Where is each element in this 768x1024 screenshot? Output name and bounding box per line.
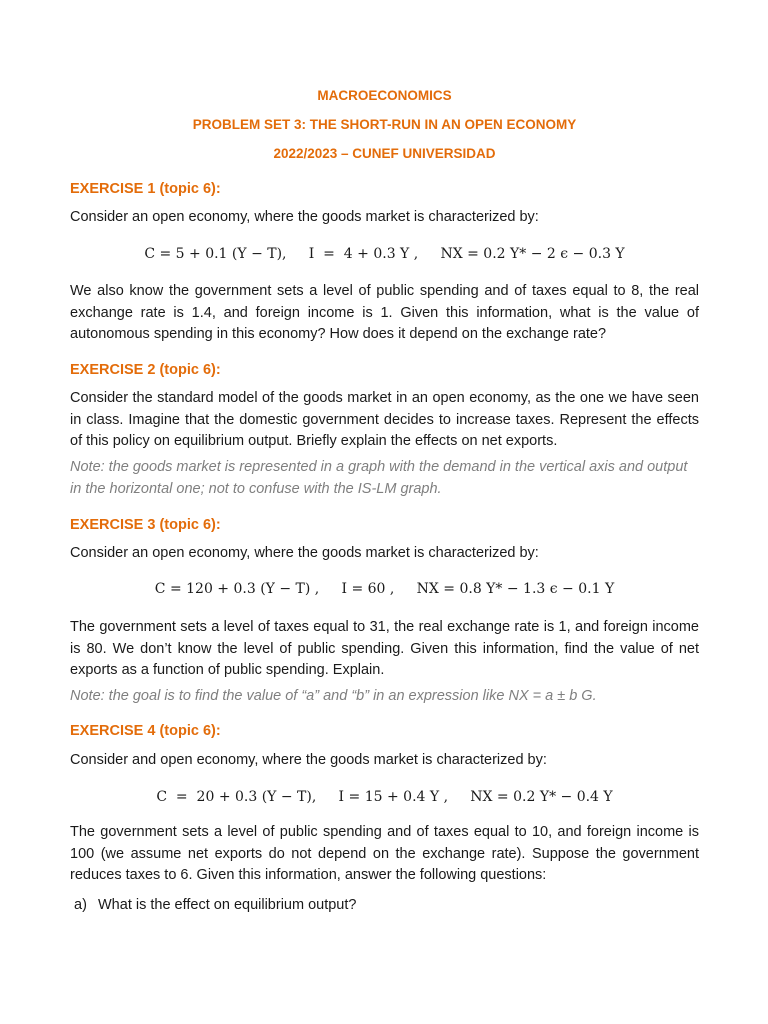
exercise-3-title: EXERCISE 3 (topic 6): (70, 517, 221, 533)
problem-set-title: PROBLEM SET 3: THE SHORT-RUN IN AN OPEN ECONOMY (192, 117, 577, 132)
question-a-text: What is the effect on equilibrium output? (98, 897, 357, 913)
exercise-4-equation: C = 20 + 0.3 (Y − T), I = 15 + 0.4 Y , NX = 0.2 Y* − 0.4 Y (156, 789, 613, 805)
exercise-3-body: The government sets a level of taxes equal to 31, the real exchange rate is 1, and foreign income is 80. We don’t know the level of public spending. Given this information, find the value of net exports as a function of public spending. Explain. (70, 619, 699, 679)
exercise-3-note: Note: the goal is to find the value of “a” and “b” in an expression like NX = a ± b G. (70, 688, 597, 704)
academic-year: 2022/2023 – CUNEF UNIVERSIDAD (273, 146, 496, 161)
exercise-1-equation: C = 5 + 0.1 (Y − T), I = 4 + 0.3 Y , NX = 0.2 Y* − 2 ϵ − 0.3 Y (144, 246, 625, 262)
exercise-4-question-a (74, 897, 356, 913)
exercise-1-title: EXERCISE 1 (topic 6): (70, 181, 221, 197)
exercise-2-title: EXERCISE 2 (topic 6): (70, 362, 221, 378)
exercise-3-equation: C = 120 + 0.3 (Y − T) , I = 60 , NX = 0.8 Y* − 1.3 ϵ − 0.1 Y (154, 581, 615, 597)
exercise-2-note: Note: the goods market is represented in a graph with the demand in the vertical axis and output in the horizontal one; not to confuse with the IS-LM graph. (70, 459, 688, 497)
exercise-1-intro: Consider an open economy, where the goods market is characterized by: (70, 209, 539, 225)
course-title: MACROECONOMICS (317, 88, 452, 103)
exercise-3-intro: Consider an open economy, where the goods market is characterized by: (70, 545, 539, 561)
exercise-4-intro: Consider and open economy, where the goods market is characterized by: (70, 752, 547, 768)
list-marker: a) (74, 897, 87, 913)
exercise-4-title: EXERCISE 4 (topic 6): (70, 723, 221, 739)
exercise-2-body: Consider the standard model of the goods market in an open economy, as the one we have seen in class. Imagine that the domestic government decides to increase taxes. Represent the effects of this policy on equilibrium output. Briefly explain the effects on net exports. (70, 390, 699, 450)
exercise-4-body: The government sets a level of public spending and of taxes equal to 10, and foreign income is 100 (we assume net exports do not depend on the exchange rate). Suppose the government reduces taxes to 6. Given this information, answer the following questions: (70, 824, 699, 884)
exercise-1-body: We also know the government sets a level of public spending and of taxes equal to 8, the real exchange rate is 1.4, and foreign income is 1. Given this information, what is the value of autonomous spending in this economy? How does it depend on the exchange rate? (70, 283, 699, 343)
